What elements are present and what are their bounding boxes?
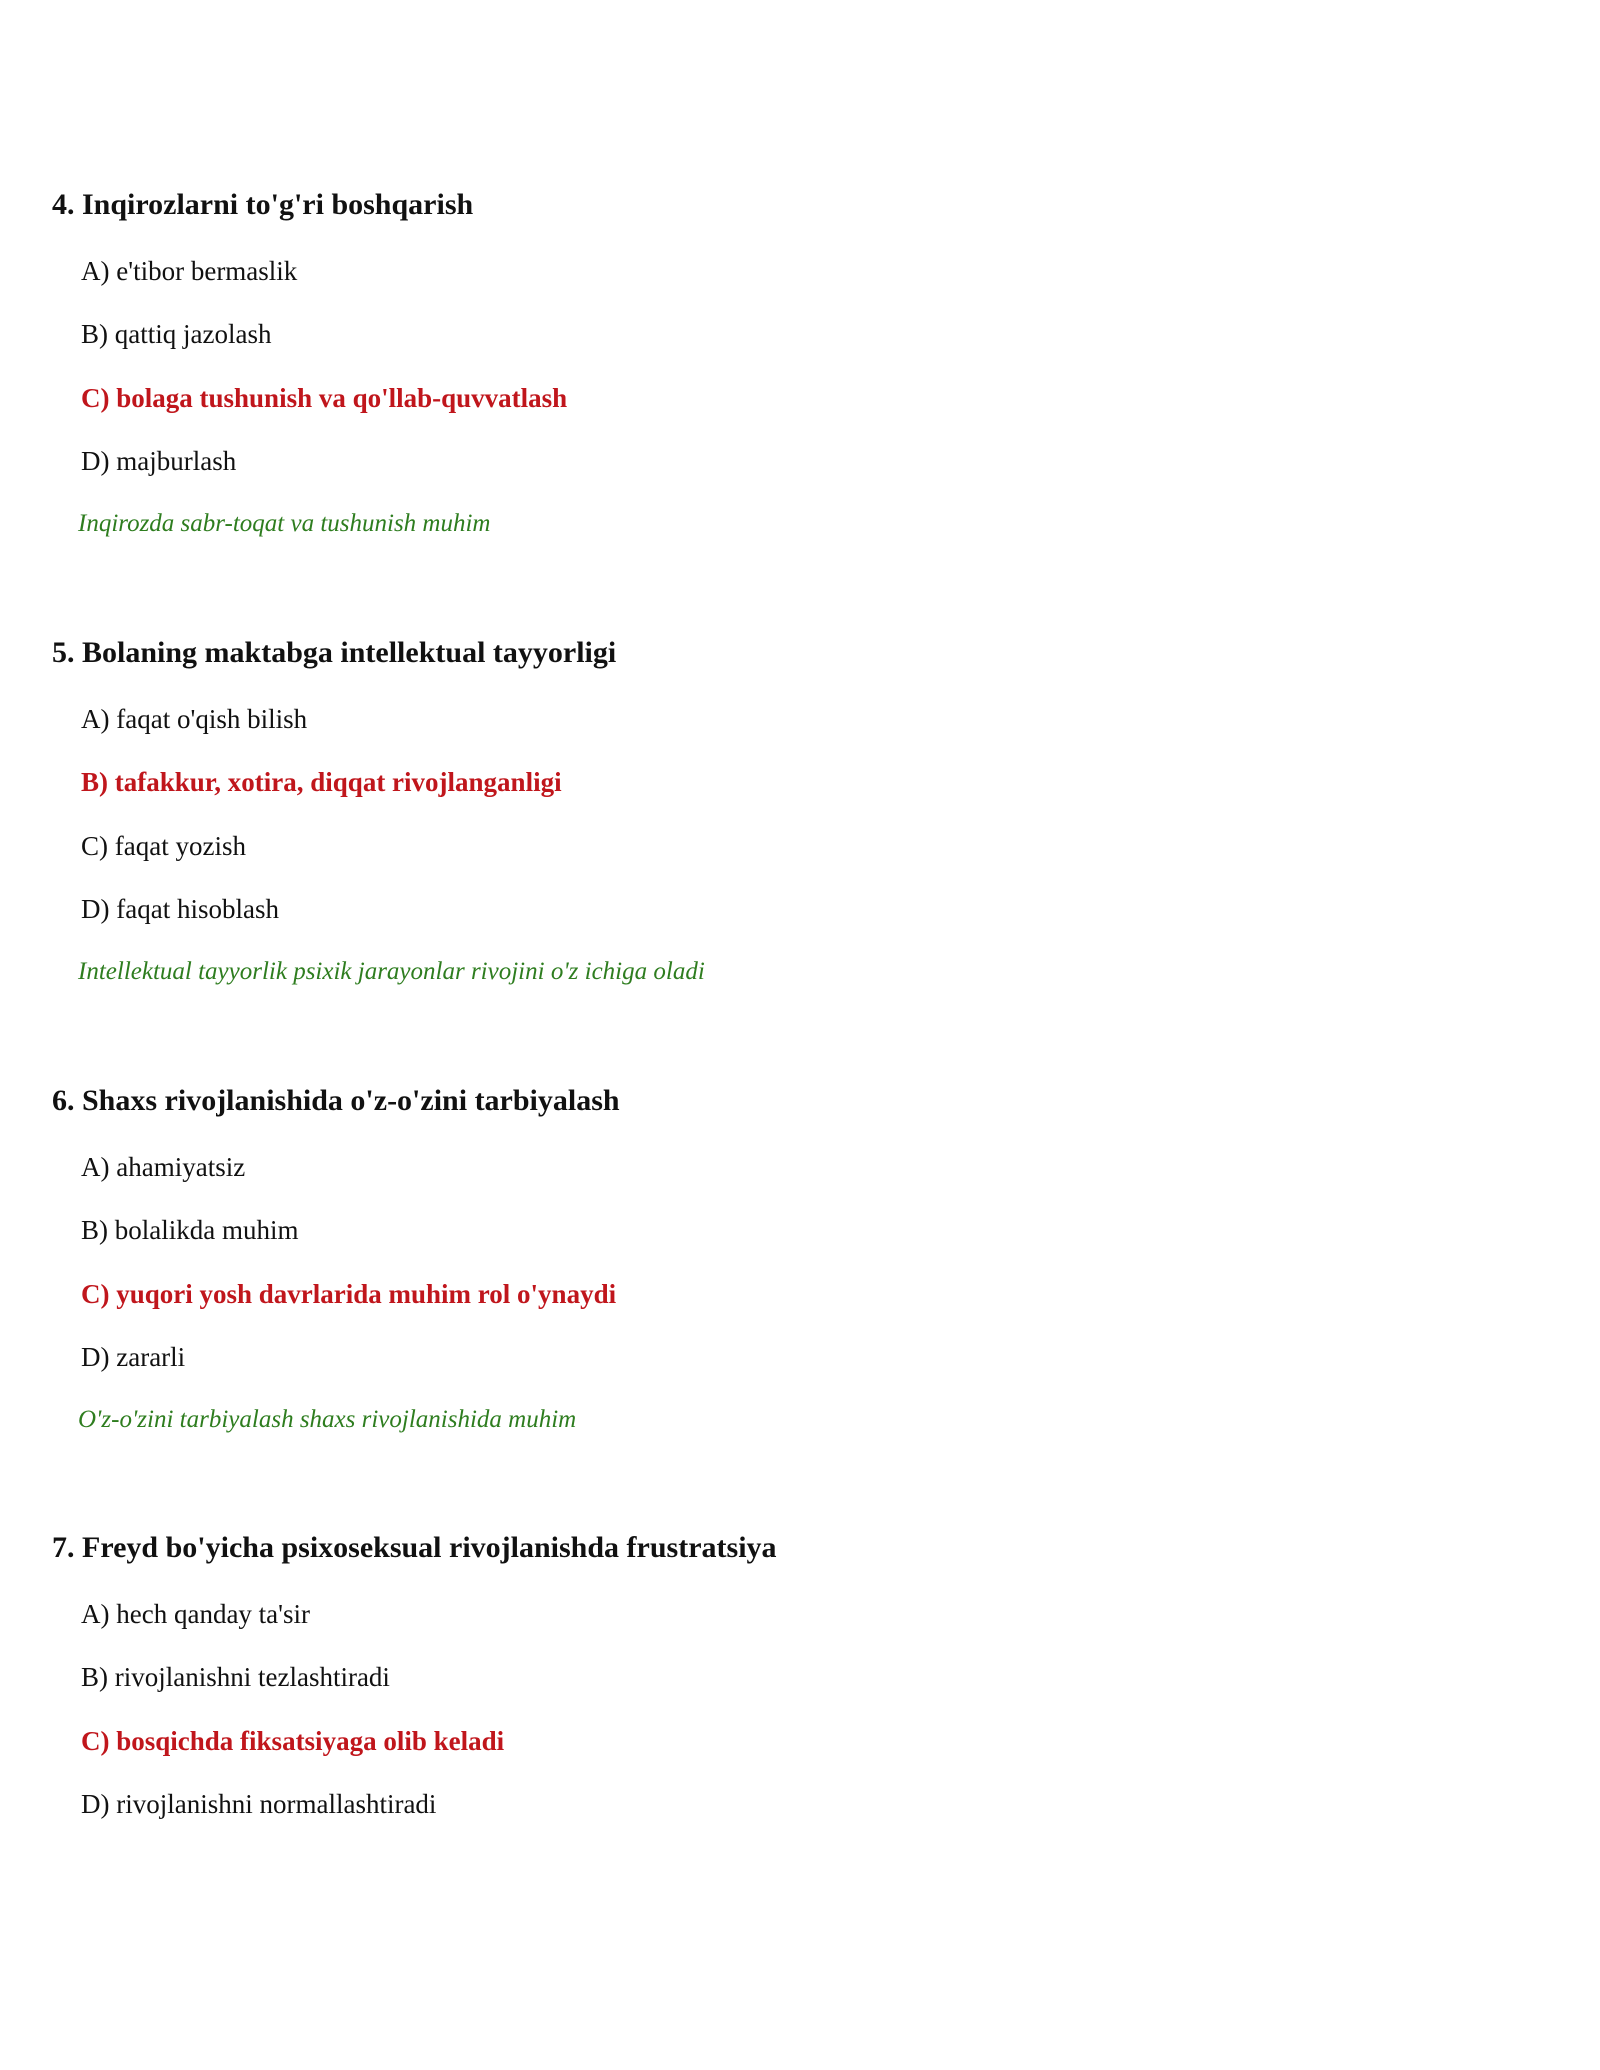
option-d: D) majburlash [81,446,237,476]
question-title: 6. Shaxs rivojlanishida o'z-o'zini tarbiyalash [52,1084,620,1117]
explanation-note: Intellektual tayyorlik psixik jarayonlar rivojini o'z ichiga oladi [78,958,705,985]
option-a: A) faqat o'qish bilish [81,704,308,734]
option-a: A) hech qanday ta'sir [81,1599,311,1629]
option-b: B) bolalikda muhim [81,1215,299,1245]
question-title: 7. Freyd bo'yicha psixoseksual rivojlanishda frustratsiya [52,1531,777,1564]
option-c-correct: C) yuqori yosh davrlarida muhim rol o'ynaydi [81,1279,617,1309]
option-b-correct: B) tafakkur, xotira, diqqat rivojlanganligi [81,767,562,797]
explanation-note: Inqirozda sabr-toqat va tushunish muhim [78,510,491,537]
option-d: D) rivojlanishni normallashtiradi [81,1789,437,1819]
explanation-note: O'z-o'zini tarbiyalash shaxs rivojlanishida muhim [78,1406,577,1433]
option-c-correct: C) bolaga tushunish va qo'llab-quvvatlash [81,383,568,413]
question-title: 5. Bolaning maktabga intellektual tayyorligi [52,636,617,669]
option-c: C) faqat yozish [81,831,246,861]
option-b: B) qattiq jazolash [81,319,272,349]
option-c-correct: C) bosqichda fiksatsiyaga olib keladi [81,1726,505,1756]
option-b: B) rivojlanishni tezlashtiradi [81,1662,390,1692]
option-a: A) ahamiyatsiz [81,1152,246,1182]
question-title: 4. Inqirozlarni to'g'ri boshqarish [52,188,474,221]
option-a: A) e'tibor bermaslik [81,256,298,286]
option-d: D) faqat hisoblash [81,894,279,924]
option-d: D) zararli [81,1342,186,1372]
